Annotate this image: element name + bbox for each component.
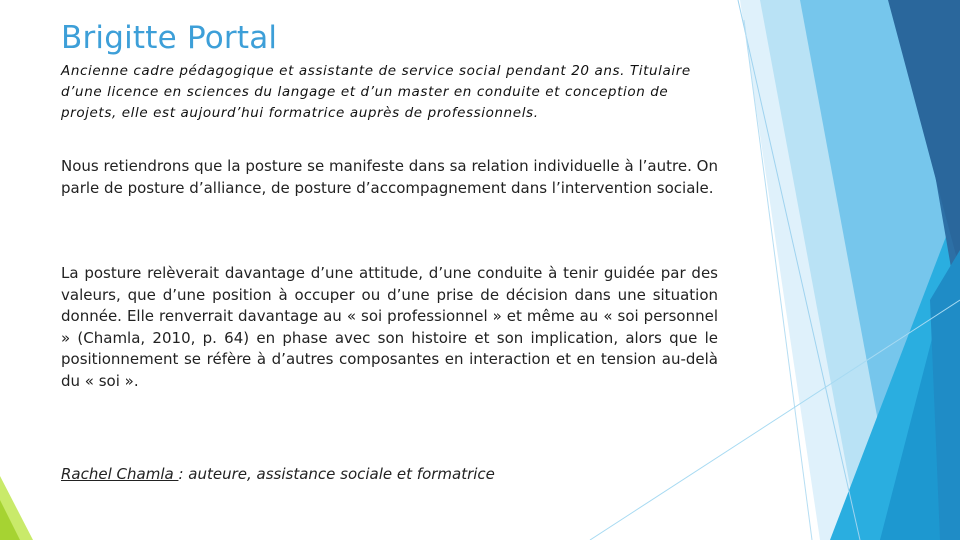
credit-author-role: : auteure, assistance sociale et formatrice — [178, 465, 495, 483]
quote-credit — [61, 465, 495, 483]
paragraph-posture-relation: Nous retiendrons que la posture se manifeste dans sa relation individuelle à l’autre. On parle de posture d’alliance, de posture d’accompagnement dans l’intervention sociale. — [61, 157, 718, 197]
author-bio: Ancienne cadre pédagogique et assistante de service social pendant 20 ans. Titulaire d’une licence en sciences du langage et d’un master en conduite et conception de projets, elle est aujourd’hui formatrice auprès de professionnels. — [61, 63, 691, 121]
credit-author-name: Rachel Chamla — [61, 465, 179, 483]
slide-title: Brigitte Portal — [61, 20, 278, 56]
paragraph-posture-attitude: La posture relèverait davantage d’une attitude, d’une conduite à tenir guidée par des valeurs, que d’une position à occuper ou d’une prise de décision dans une situation donnée. Elle renverrait davantage au « soi professionnel » et même au « soi personnel » (Chamla, 2010, p. 64) en phase avec son histoire et son implication, alors que le positionnement se réfère à d’autres composantes en interaction et en tension au-delà du « soi ». — [61, 264, 718, 390]
